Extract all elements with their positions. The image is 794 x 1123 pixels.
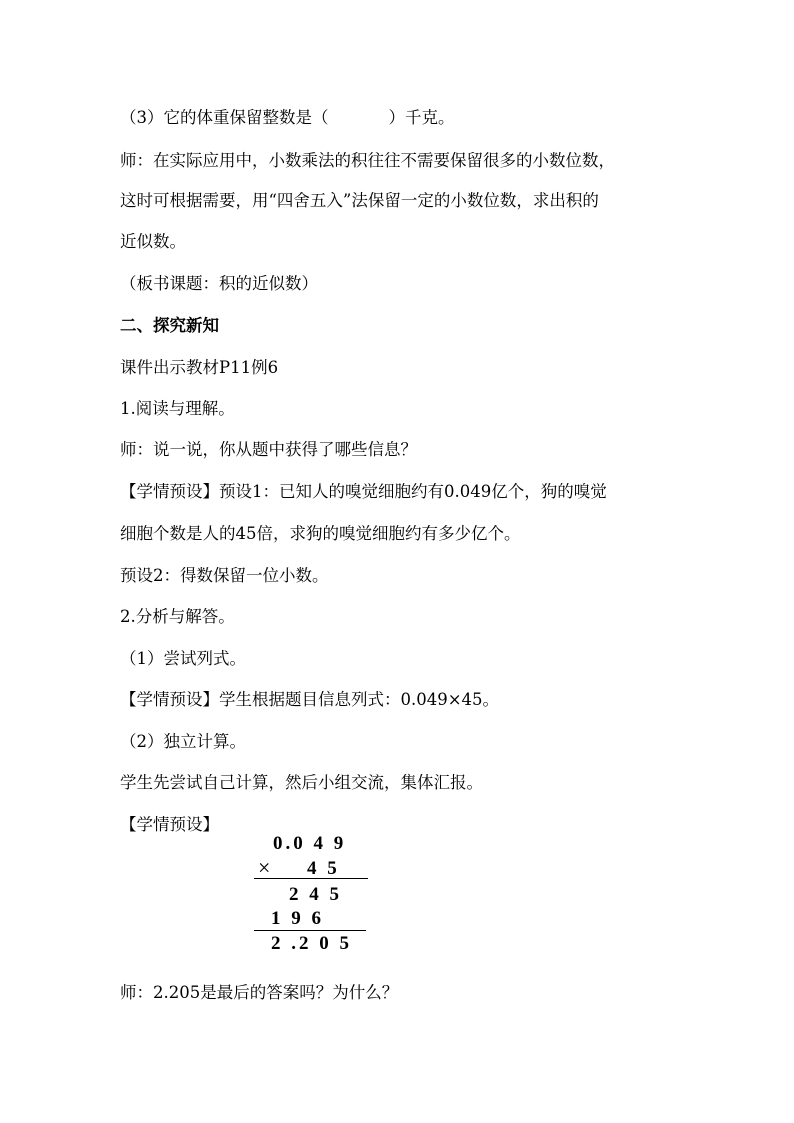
preset-label: 【学情预设】	[120, 815, 219, 834]
question-3-line	[120, 107, 455, 129]
student-activity-line: 学生先尝试自己计算，然后小组交流，集体汇报。	[120, 773, 483, 792]
substep-1-line: （1）尝试列式。	[120, 649, 246, 668]
preset-formula-line: 【学情预设】学生根据题目信息列式：0.049×45。	[120, 690, 500, 709]
calc-multiplicand: 0.0 4 9	[273, 833, 347, 854]
section-heading: 二、探究新知	[120, 316, 219, 335]
calc-partial-product-2: 1 9 6	[271, 908, 324, 929]
preset-1-line-2: 细胞个数是人的45倍，求狗的嗅觉细胞约有多少亿个。	[120, 524, 521, 543]
substep-2-line: （2）独立计算。	[120, 732, 246, 751]
teacher-paragraph-line-1: 师：在实际应用中，小数乘法的积往往不需要保留很多的小数位数，	[120, 151, 615, 170]
calc-result: 2 .2 0 5	[271, 933, 352, 954]
preset-1-line-1: 【学情预设】预设1：已知人的嗅觉细胞约有0.049亿个，狗的嗅觉	[120, 482, 607, 501]
calc-partial-product-1: 2 4 5	[289, 884, 342, 905]
courseware-line: 课件出示教材P11例6	[120, 358, 279, 377]
step-2-heading: 2.分析与解答。	[120, 607, 235, 626]
calc-rule-2	[254, 930, 366, 931]
step-1-heading: 1.阅读与理解。	[120, 399, 235, 418]
question-3-prefix: （3）它的体重保留整数是（	[120, 108, 329, 127]
calc-rule-1	[254, 878, 368, 879]
question-3-suffix: ）千克。	[388, 108, 455, 127]
board-title-note: （板书课题：积的近似数）	[120, 274, 318, 293]
teacher-final-question: 师：2.205是最后的答案吗？为什么？	[120, 983, 399, 1002]
preset-2-line: 预设2：得数保留一位小数。	[120, 566, 329, 585]
calc-multiplier: 4 5	[307, 858, 340, 879]
teacher-paragraph-line-2: 这时可根据需要，用“四舍五入”法保留一定的小数位数，求出积的	[120, 191, 599, 210]
teacher-question-line: 师：说一说，你从题中获得了哪些信息？	[120, 440, 417, 459]
multiply-sign-icon: ×	[258, 855, 274, 880]
teacher-paragraph-line-3: 近似数。	[120, 232, 186, 251]
